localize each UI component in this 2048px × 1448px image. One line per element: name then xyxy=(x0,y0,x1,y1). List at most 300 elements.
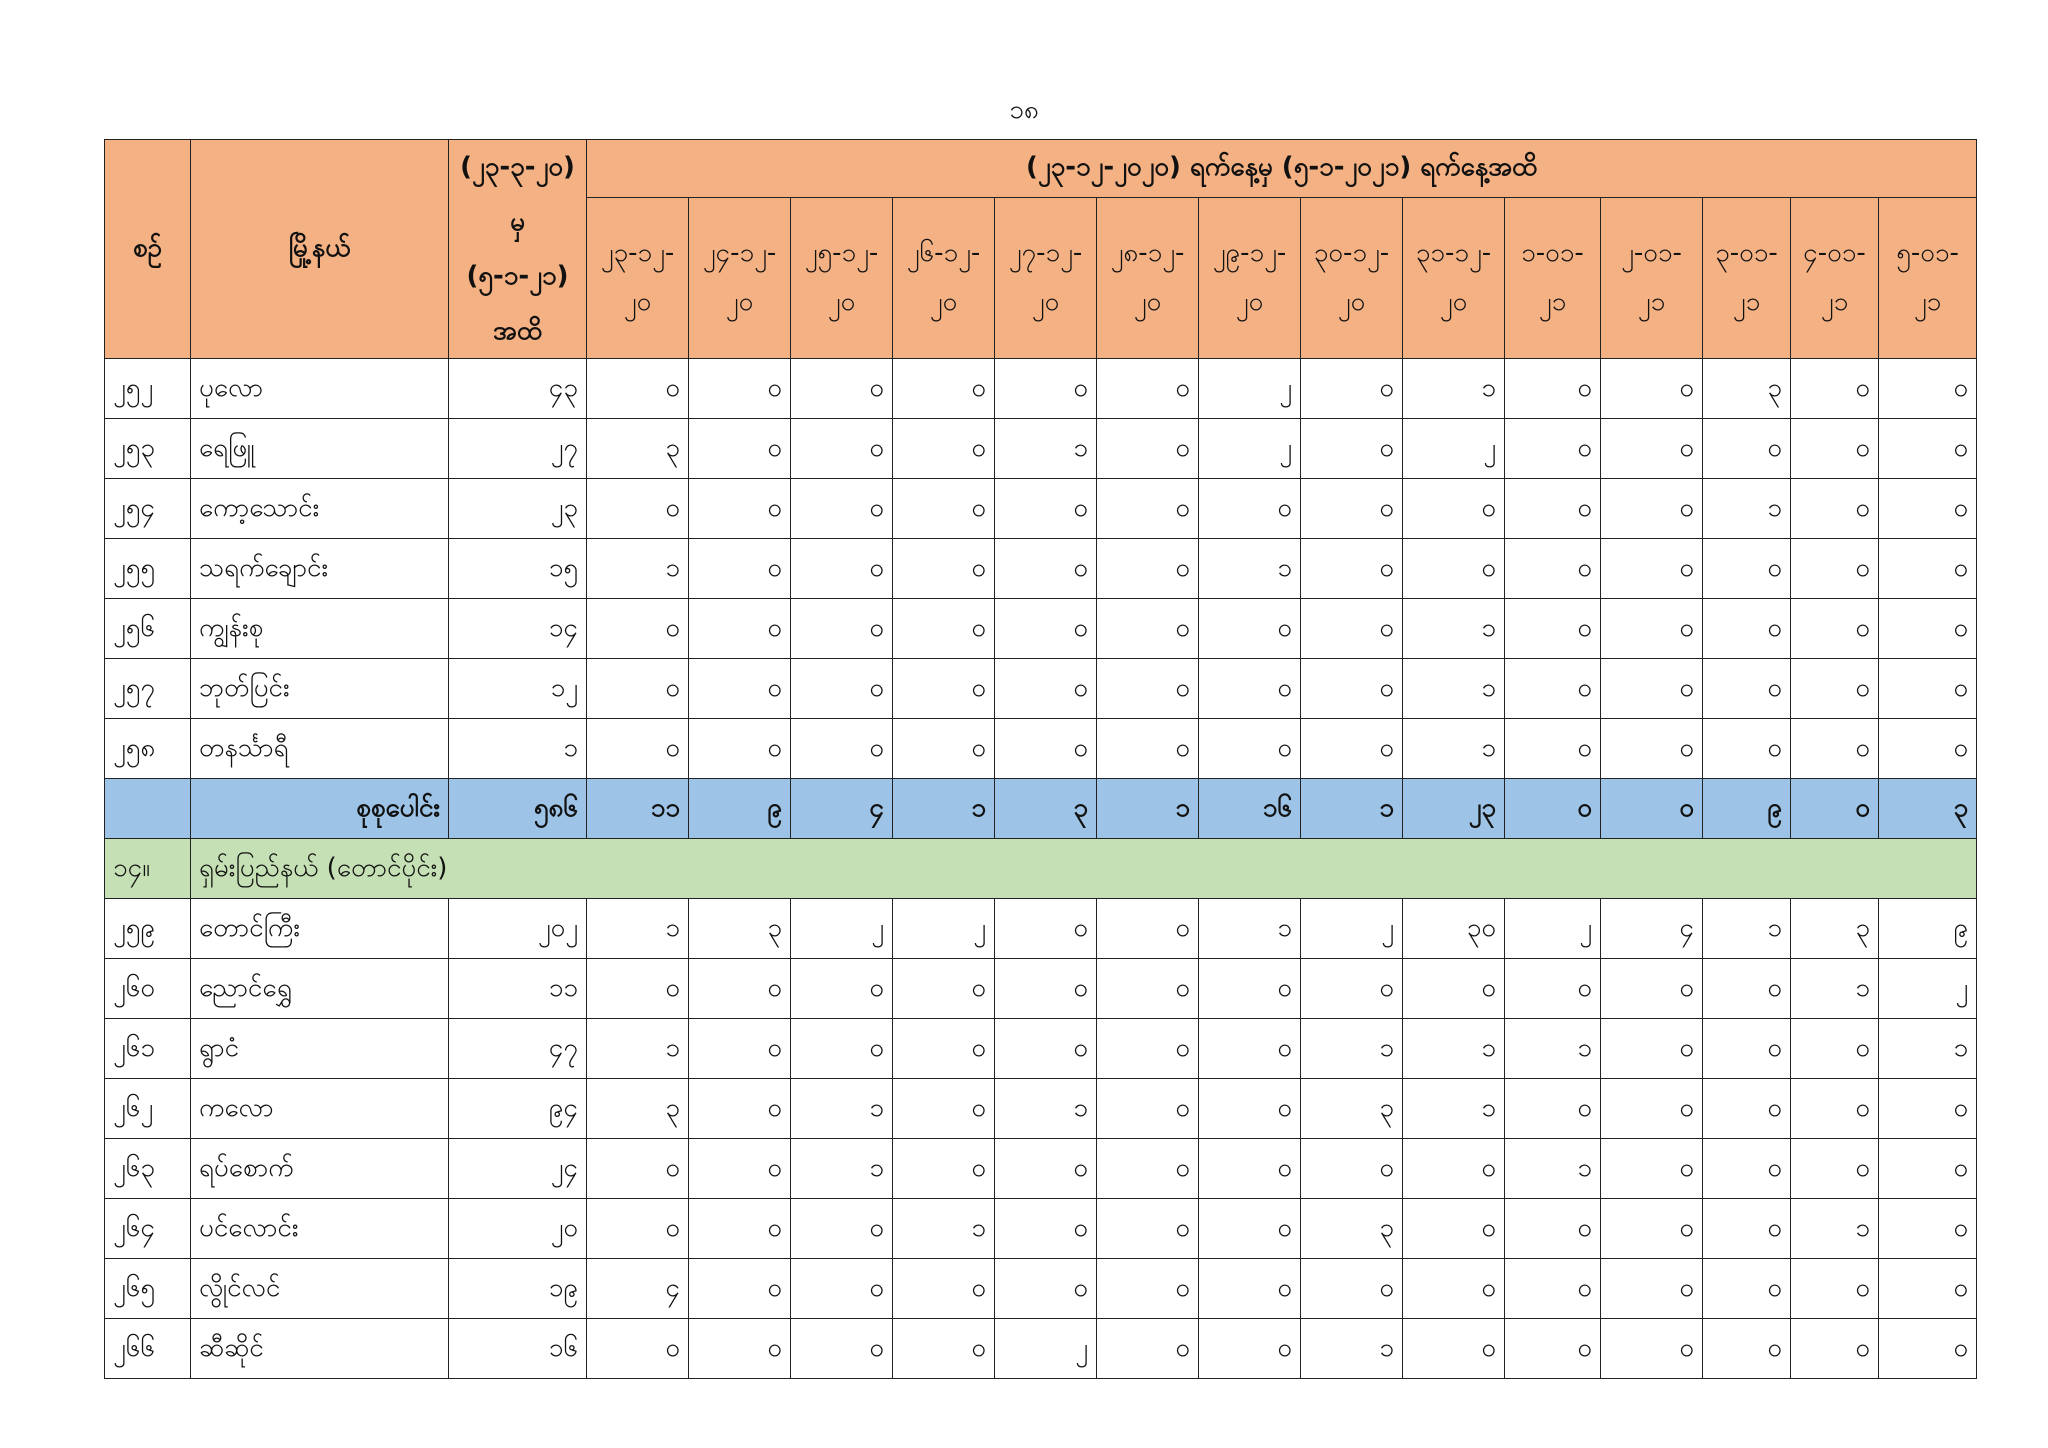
section-header-row xyxy=(105,839,1977,899)
header-cumulative-line1: (၂၃-၃-၂၀) xyxy=(460,152,575,182)
header-date-line1: ၃၀-၁၂- xyxy=(1313,237,1390,268)
township-name-cell: လွိုင်လင် xyxy=(191,1259,449,1319)
township-name-cell: ကျွန်းစု xyxy=(191,599,449,659)
header-date-line1: ၂-၀၁- xyxy=(1621,237,1682,268)
header-date-line1: ၂၅-၁၂- xyxy=(804,237,879,268)
daily-count-cell: ၀ xyxy=(1505,959,1601,1019)
daily-count-cell: ၀ xyxy=(587,479,689,539)
daily-count-cell: ၀ xyxy=(1097,899,1199,959)
total-daily-cell: ၄ xyxy=(791,779,893,839)
daily-count-cell: ၀ xyxy=(1791,359,1879,419)
header-date-line2: ၂၁ xyxy=(1538,287,1567,318)
serial-no-cell: ၂၆၅ xyxy=(105,1259,191,1319)
daily-count-cell: ၀ xyxy=(1879,1259,1977,1319)
total-daily-cell: ၀ xyxy=(1791,779,1879,839)
daily-count-cell: ၀ xyxy=(995,659,1097,719)
total-daily-cell: ၉ xyxy=(689,779,791,839)
daily-count-cell: ၁ xyxy=(1403,1079,1505,1139)
daily-count-cell: ၀ xyxy=(1505,419,1601,479)
daily-count-cell: ၀ xyxy=(1601,1319,1703,1379)
daily-count-cell: ၀ xyxy=(1097,419,1199,479)
daily-count-cell: ၀ xyxy=(1791,1139,1879,1199)
cumulative-cell: ၄၃ xyxy=(449,359,587,419)
daily-count-cell: ၀ xyxy=(1791,719,1879,779)
daily-count-cell: ၀ xyxy=(1199,599,1301,659)
header-date-line2: ၂၀ xyxy=(1031,287,1060,318)
daily-count-cell: ၀ xyxy=(1703,959,1791,1019)
daily-count-cell: ၁ xyxy=(1403,659,1505,719)
serial-no-cell: ၂၅၅ xyxy=(105,539,191,599)
header-date-line2: ၂၀ xyxy=(1133,287,1162,318)
serial-no-cell: ၂၆၃ xyxy=(105,1139,191,1199)
header-date-line2: ၂၀ xyxy=(929,287,958,318)
daily-count-cell: ၀ xyxy=(1505,659,1601,719)
daily-count-cell: ၀ xyxy=(995,599,1097,659)
header-cumulative-line3: (၅-၁-၂၁) xyxy=(466,261,569,292)
daily-count-cell: ၁ xyxy=(893,1199,995,1259)
daily-count-cell: ၁ xyxy=(791,1079,893,1139)
township-name-cell: ပုလော xyxy=(191,359,449,419)
daily-count-cell: ၉ xyxy=(1879,899,1977,959)
daily-count-cell: ၀ xyxy=(1703,719,1791,779)
daily-count-cell: ၀ xyxy=(893,599,995,659)
total-daily-cell: ၂၃ xyxy=(1403,779,1505,839)
table-row xyxy=(105,359,1977,419)
daily-count-cell: ၀ xyxy=(1199,1139,1301,1199)
header-date-line2: ၂၁ xyxy=(1820,287,1849,318)
daily-count-cell: ၀ xyxy=(791,1319,893,1379)
daily-count-cell: ၃ xyxy=(587,1079,689,1139)
daily-count-cell: ၀ xyxy=(1097,599,1199,659)
daily-count-cell: ၀ xyxy=(689,719,791,779)
daily-count-cell: ၀ xyxy=(1505,719,1601,779)
daily-count-cell: ၃၀ xyxy=(1403,899,1505,959)
daily-count-cell: ၀ xyxy=(689,539,791,599)
serial-no-cell: ၂၆၆ xyxy=(105,1319,191,1379)
township-name-cell: ရွာငံ xyxy=(191,1019,449,1079)
township-name-cell: ဆီဆိုင် xyxy=(191,1319,449,1379)
total-daily-cell: ၁၆ xyxy=(1199,779,1301,839)
header-date xyxy=(1505,197,1601,359)
total-daily-cell: ၀ xyxy=(1505,779,1601,839)
daily-count-cell: ၀ xyxy=(1199,719,1301,779)
daily-count-cell: ၁ xyxy=(1505,1019,1601,1079)
table-row xyxy=(105,959,1977,1019)
section-name: ရှမ်းပြည်နယ် (တောင်ပိုင်း) xyxy=(191,839,1977,899)
daily-count-cell: ၀ xyxy=(1879,659,1977,719)
header-date-line1: ၃-၀၁- xyxy=(1715,237,1778,268)
daily-count-cell: ၁ xyxy=(1703,479,1791,539)
daily-count-cell: ၀ xyxy=(1791,419,1879,479)
daily-count-cell: ၀ xyxy=(1879,479,1977,539)
total-daily-cell: ၀ xyxy=(1601,779,1703,839)
table-header xyxy=(105,140,1977,359)
daily-count-cell: ၃ xyxy=(1703,359,1791,419)
daily-count-cell: ၀ xyxy=(1403,479,1505,539)
header-date xyxy=(587,197,689,359)
township-name-cell: တောင်ကြီး xyxy=(191,899,449,959)
daily-count-cell: ၀ xyxy=(1403,539,1505,599)
daily-count-cell: ၀ xyxy=(791,479,893,539)
township-name-cell: သရက်ချောင်း xyxy=(191,539,449,599)
header-township: မြို့နယ် xyxy=(191,140,449,359)
daily-count-cell: ၀ xyxy=(1791,1079,1879,1139)
table-row xyxy=(105,1259,1977,1319)
daily-count-cell: ၀ xyxy=(1301,1139,1403,1199)
daily-count-cell: ၀ xyxy=(791,1259,893,1319)
total-daily-cell: ၃ xyxy=(995,779,1097,839)
daily-count-cell: ၀ xyxy=(1601,419,1703,479)
daily-count-cell: ၀ xyxy=(1199,1079,1301,1139)
table-row xyxy=(105,1319,1977,1379)
cumulative-cell: ၁၉ xyxy=(449,1259,587,1319)
serial-no-cell: ၂၆၀ xyxy=(105,959,191,1019)
daily-count-cell: ၀ xyxy=(893,1259,995,1319)
daily-count-cell: ၃ xyxy=(1791,899,1879,959)
daily-count-cell: ၀ xyxy=(893,659,995,719)
township-name-cell: တနင်္သာရီ xyxy=(191,719,449,779)
daily-count-cell: ၀ xyxy=(689,419,791,479)
serial-no-cell: ၂၅၄ xyxy=(105,479,191,539)
cumulative-cell: ၂၀ xyxy=(449,1199,587,1259)
daily-count-cell: ၀ xyxy=(995,1139,1097,1199)
header-date-line1: ၄-၀၁- xyxy=(1803,237,1866,268)
daily-count-cell: ၁ xyxy=(1301,1319,1403,1379)
daily-count-cell: ၂ xyxy=(1879,959,1977,1019)
serial-no-cell: ၂၅၈ xyxy=(105,719,191,779)
township-name-cell: ရပ်စောက် xyxy=(191,1139,449,1199)
daily-count-cell: ၁ xyxy=(995,419,1097,479)
daily-count-cell: ၀ xyxy=(995,1199,1097,1259)
daily-count-cell: ၀ xyxy=(1601,1079,1703,1139)
daily-count-cell: ၀ xyxy=(1879,1199,1977,1259)
daily-count-cell: ၃ xyxy=(689,899,791,959)
total-cumulative-cell: ၅၈၆ xyxy=(449,779,587,839)
daily-count-cell: ၀ xyxy=(1097,1139,1199,1199)
daily-count-cell: ၄ xyxy=(1601,899,1703,959)
daily-count-cell: ၀ xyxy=(1199,1319,1301,1379)
daily-count-cell: ၀ xyxy=(689,659,791,719)
table-row xyxy=(105,419,1977,479)
daily-count-cell: ၀ xyxy=(1505,1319,1601,1379)
daily-count-cell: ၀ xyxy=(1791,599,1879,659)
daily-count-cell: ၁ xyxy=(1703,899,1791,959)
table-row xyxy=(105,899,1977,959)
daily-count-cell: ၀ xyxy=(1199,1259,1301,1319)
daily-count-cell: ၀ xyxy=(893,1019,995,1079)
header-date-line1: ၁-၀၁- xyxy=(1521,237,1584,268)
daily-count-cell: ၀ xyxy=(689,959,791,1019)
header-date xyxy=(791,197,893,359)
header-date-line2: ၂၁ xyxy=(1732,287,1761,318)
serial-no-cell: ၂၆၂ xyxy=(105,1079,191,1139)
daily-count-cell: ၀ xyxy=(791,359,893,419)
header-date xyxy=(1601,197,1703,359)
covid-cases-table xyxy=(104,139,1977,1379)
header-date-line2: ၂၀ xyxy=(623,287,652,318)
daily-count-cell: ၀ xyxy=(1505,1079,1601,1139)
daily-count-cell: ၀ xyxy=(1199,959,1301,1019)
header-serial-no: စဉ် xyxy=(105,140,191,359)
header-date-line2: ၂၀ xyxy=(827,287,856,318)
header-date xyxy=(1199,197,1301,359)
daily-count-cell: ၀ xyxy=(1097,1259,1199,1319)
daily-count-cell: ၀ xyxy=(893,1319,995,1379)
table-row xyxy=(105,1139,1977,1199)
daily-count-cell: ၀ xyxy=(1703,1319,1791,1379)
daily-count-cell: ၀ xyxy=(1403,959,1505,1019)
daily-count-cell: ၁ xyxy=(1791,1199,1879,1259)
daily-count-cell: ၀ xyxy=(689,1139,791,1199)
daily-count-cell: ၁ xyxy=(1301,1019,1403,1079)
daily-count-cell: ၂ xyxy=(791,899,893,959)
daily-count-cell: ၀ xyxy=(1703,599,1791,659)
daily-count-cell: ၀ xyxy=(995,1019,1097,1079)
daily-count-cell: ၀ xyxy=(1879,359,1977,419)
daily-count-cell: ၀ xyxy=(1879,719,1977,779)
daily-count-cell: ၀ xyxy=(1703,1259,1791,1319)
daily-count-cell: ၀ xyxy=(791,599,893,659)
daily-count-cell: ၀ xyxy=(587,1139,689,1199)
header-date xyxy=(1301,197,1403,359)
header-date-line1: ၂၇-၁၂- xyxy=(1008,237,1083,268)
daily-count-cell: ၀ xyxy=(1791,1319,1879,1379)
daily-count-cell: ၀ xyxy=(893,1139,995,1199)
daily-count-cell: ၀ xyxy=(1403,1319,1505,1379)
header-date xyxy=(1791,197,1879,359)
daily-count-cell: ၀ xyxy=(689,599,791,659)
daily-count-cell: ၀ xyxy=(1601,1199,1703,1259)
daily-count-cell: ၁ xyxy=(1403,359,1505,419)
daily-count-cell: ၃ xyxy=(587,419,689,479)
daily-count-cell: ၀ xyxy=(1301,419,1403,479)
daily-count-cell: ၀ xyxy=(1301,659,1403,719)
header-cumulative-line2: မှ xyxy=(510,206,525,237)
cumulative-cell: ၁၆ xyxy=(449,1319,587,1379)
header-date-line1: ၂၆-၁၂- xyxy=(906,237,981,268)
township-name-cell: ဘုတ်ပြင်း xyxy=(191,659,449,719)
daily-count-cell: ၀ xyxy=(791,959,893,1019)
daily-count-cell: ၀ xyxy=(1601,359,1703,419)
daily-count-cell: ၀ xyxy=(587,719,689,779)
daily-count-cell: ၀ xyxy=(1601,599,1703,659)
header-date-line1: ၂၃-၁၂- xyxy=(600,237,675,268)
page-number: ၁၈ xyxy=(1009,95,1039,125)
header-date xyxy=(995,197,1097,359)
township-name-cell: ညောင်ရွှေ xyxy=(191,959,449,1019)
daily-count-cell: ၀ xyxy=(1791,479,1879,539)
header-date-line1: ၂၉-၁၂- xyxy=(1212,237,1287,268)
daily-count-cell: ၀ xyxy=(587,1319,689,1379)
cumulative-cell: ၂၇ xyxy=(449,419,587,479)
serial-no-cell: ၂၅၉ xyxy=(105,899,191,959)
header-date xyxy=(1097,197,1199,359)
table-row xyxy=(105,1019,1977,1079)
daily-count-cell: ၀ xyxy=(1879,1079,1977,1139)
daily-count-cell: ၀ xyxy=(1703,1139,1791,1199)
cumulative-cell: ၁၅ xyxy=(449,539,587,599)
daily-count-cell: ၀ xyxy=(1097,719,1199,779)
daily-count-cell: ၀ xyxy=(1505,359,1601,419)
daily-count-cell: ၀ xyxy=(587,659,689,719)
township-name-cell: ရေဖြူ xyxy=(191,419,449,479)
daily-count-cell: ၀ xyxy=(995,719,1097,779)
daily-count-cell: ၀ xyxy=(1403,1259,1505,1319)
header-date-line1: ၂၈-၁၂- xyxy=(1110,237,1185,268)
daily-count-cell: ၀ xyxy=(1703,539,1791,599)
daily-count-cell: ၀ xyxy=(1601,539,1703,599)
daily-count-cell: ၀ xyxy=(995,959,1097,1019)
header-cumulative xyxy=(449,140,587,359)
daily-count-cell: ၁ xyxy=(587,899,689,959)
daily-count-cell: ၀ xyxy=(791,659,893,719)
serial-no-cell: ၂၅၃ xyxy=(105,419,191,479)
daily-count-cell: ၁ xyxy=(1403,719,1505,779)
daily-count-cell: ၀ xyxy=(1505,1259,1601,1319)
daily-count-cell: ၁ xyxy=(1791,959,1879,1019)
header-date xyxy=(1703,197,1791,359)
daily-count-cell: ၀ xyxy=(1301,479,1403,539)
total-daily-cell: ၁ xyxy=(893,779,995,839)
daily-count-cell: ၀ xyxy=(1879,419,1977,479)
daily-count-cell: ၀ xyxy=(1505,1199,1601,1259)
total-daily-cell: ၉ xyxy=(1703,779,1791,839)
daily-count-cell: ၀ xyxy=(1703,1019,1791,1079)
daily-count-cell: ၀ xyxy=(1301,539,1403,599)
daily-count-cell: ၀ xyxy=(1791,659,1879,719)
daily-count-cell: ၀ xyxy=(689,1319,791,1379)
daily-count-cell: ၀ xyxy=(995,539,1097,599)
table-row xyxy=(105,719,1977,779)
township-name-cell: ပင်လောင်း xyxy=(191,1199,449,1259)
header-date-range: (၂၃-၁၂-၂၀၂၀) ရက်နေ့မှ (၅-၁-၂၀၂၁) ရက်နေ့အထိ xyxy=(587,140,1977,198)
total-daily-cell: ၁ xyxy=(1097,779,1199,839)
header-date xyxy=(1403,197,1505,359)
daily-count-cell: ၀ xyxy=(689,1019,791,1079)
cumulative-cell: ၁၄ xyxy=(449,599,587,659)
daily-count-cell: ၀ xyxy=(1097,1019,1199,1079)
header-date-line2: ၂၁ xyxy=(1913,287,1942,318)
daily-count-cell: ၀ xyxy=(893,359,995,419)
daily-count-cell: ၀ xyxy=(791,1199,893,1259)
daily-count-cell: ၀ xyxy=(1601,659,1703,719)
daily-count-cell: ၀ xyxy=(1301,1259,1403,1319)
daily-count-cell: ၀ xyxy=(791,419,893,479)
daily-count-cell: ၀ xyxy=(1199,1199,1301,1259)
daily-count-cell: ၀ xyxy=(893,959,995,1019)
header-date-line2: ၂၀ xyxy=(1235,287,1264,318)
daily-count-cell: ၀ xyxy=(1879,1319,1977,1379)
daily-count-cell: ၂ xyxy=(1403,419,1505,479)
daily-count-cell: ၂ xyxy=(1505,899,1601,959)
cumulative-cell: ၁၁ xyxy=(449,959,587,1019)
serial-no-cell: ၂၆၁ xyxy=(105,1019,191,1079)
header-date xyxy=(689,197,791,359)
daily-count-cell: ၀ xyxy=(1703,1199,1791,1259)
daily-count-cell: ၀ xyxy=(689,1079,791,1139)
total-daily-cell: ၃ xyxy=(1879,779,1977,839)
daily-count-cell: ၀ xyxy=(1403,1139,1505,1199)
daily-count-cell: ၀ xyxy=(1199,479,1301,539)
daily-count-cell: ၀ xyxy=(587,1199,689,1259)
daily-count-cell: ၀ xyxy=(791,539,893,599)
daily-count-cell: ၀ xyxy=(1601,479,1703,539)
header-date-line2: ၂၁ xyxy=(1637,287,1666,318)
daily-count-cell: ၀ xyxy=(1601,1019,1703,1079)
cumulative-cell: ၉၄ xyxy=(449,1079,587,1139)
total-daily-cell: ၁ xyxy=(1301,779,1403,839)
township-name-cell: ကော့သောင်း xyxy=(191,479,449,539)
daily-count-cell: ၀ xyxy=(1505,479,1601,539)
total-empty-cell xyxy=(105,779,191,839)
daily-count-cell: ၀ xyxy=(1601,1259,1703,1319)
header-date-line1: ၃၁-၁၂- xyxy=(1415,237,1492,268)
daily-count-cell: ၂ xyxy=(1301,899,1403,959)
daily-count-cell: ၀ xyxy=(1505,599,1601,659)
daily-count-cell: ၁ xyxy=(791,1139,893,1199)
table-row xyxy=(105,479,1977,539)
daily-count-cell: ၀ xyxy=(1601,719,1703,779)
daily-count-cell: ၀ xyxy=(1301,959,1403,1019)
daily-count-cell: ၀ xyxy=(689,1259,791,1319)
daily-count-cell: ၀ xyxy=(1601,1139,1703,1199)
daily-count-cell: ၀ xyxy=(893,419,995,479)
header-date-line1: ၅-၀၁- xyxy=(1896,237,1959,268)
daily-count-cell: ၀ xyxy=(689,359,791,419)
table-row xyxy=(105,1199,1977,1259)
daily-count-cell: ၁ xyxy=(1505,1139,1601,1199)
table-row xyxy=(105,1079,1977,1139)
daily-count-cell: ၂ xyxy=(893,899,995,959)
daily-count-cell: ၀ xyxy=(1301,359,1403,419)
daily-count-cell: ၀ xyxy=(893,479,995,539)
daily-count-cell: ၀ xyxy=(893,719,995,779)
daily-count-cell: ၀ xyxy=(587,599,689,659)
daily-count-cell: ၀ xyxy=(1879,599,1977,659)
daily-count-cell: ၀ xyxy=(587,959,689,1019)
daily-count-cell: ၀ xyxy=(791,1019,893,1079)
cumulative-cell: ၂၃ xyxy=(449,479,587,539)
header-date xyxy=(893,197,995,359)
daily-count-cell: ၀ xyxy=(1703,659,1791,719)
daily-count-cell: ၀ xyxy=(1301,719,1403,779)
section-number: ၁၄။ xyxy=(105,839,191,899)
daily-count-cell: ၁ xyxy=(587,539,689,599)
daily-count-cell: ၀ xyxy=(1879,539,1977,599)
daily-count-cell: ၃ xyxy=(1301,1079,1403,1139)
daily-count-cell: ၀ xyxy=(1199,1019,1301,1079)
daily-count-cell: ၀ xyxy=(1097,479,1199,539)
daily-count-cell: ၀ xyxy=(1097,359,1199,419)
total-row xyxy=(105,779,1977,839)
serial-no-cell: ၂၅၇ xyxy=(105,659,191,719)
township-name-cell: ကလော xyxy=(191,1079,449,1139)
table-row xyxy=(105,539,1977,599)
daily-count-cell: ၀ xyxy=(1097,1199,1199,1259)
serial-no-cell: ၂၅၂ xyxy=(105,359,191,419)
cumulative-cell: ၂၀၂ xyxy=(449,899,587,959)
table-body xyxy=(105,359,1977,1379)
daily-count-cell: ၀ xyxy=(1301,599,1403,659)
daily-count-cell: ၀ xyxy=(1879,1139,1977,1199)
serial-no-cell: ၂၅၆ xyxy=(105,599,191,659)
daily-count-cell: ၀ xyxy=(893,1079,995,1139)
total-daily-cell: ၁၁ xyxy=(587,779,689,839)
header-date xyxy=(1879,197,1977,359)
daily-count-cell: ၀ xyxy=(1703,1079,1791,1139)
daily-count-cell: ၀ xyxy=(1403,1199,1505,1259)
cumulative-cell: ၁၂ xyxy=(449,659,587,719)
